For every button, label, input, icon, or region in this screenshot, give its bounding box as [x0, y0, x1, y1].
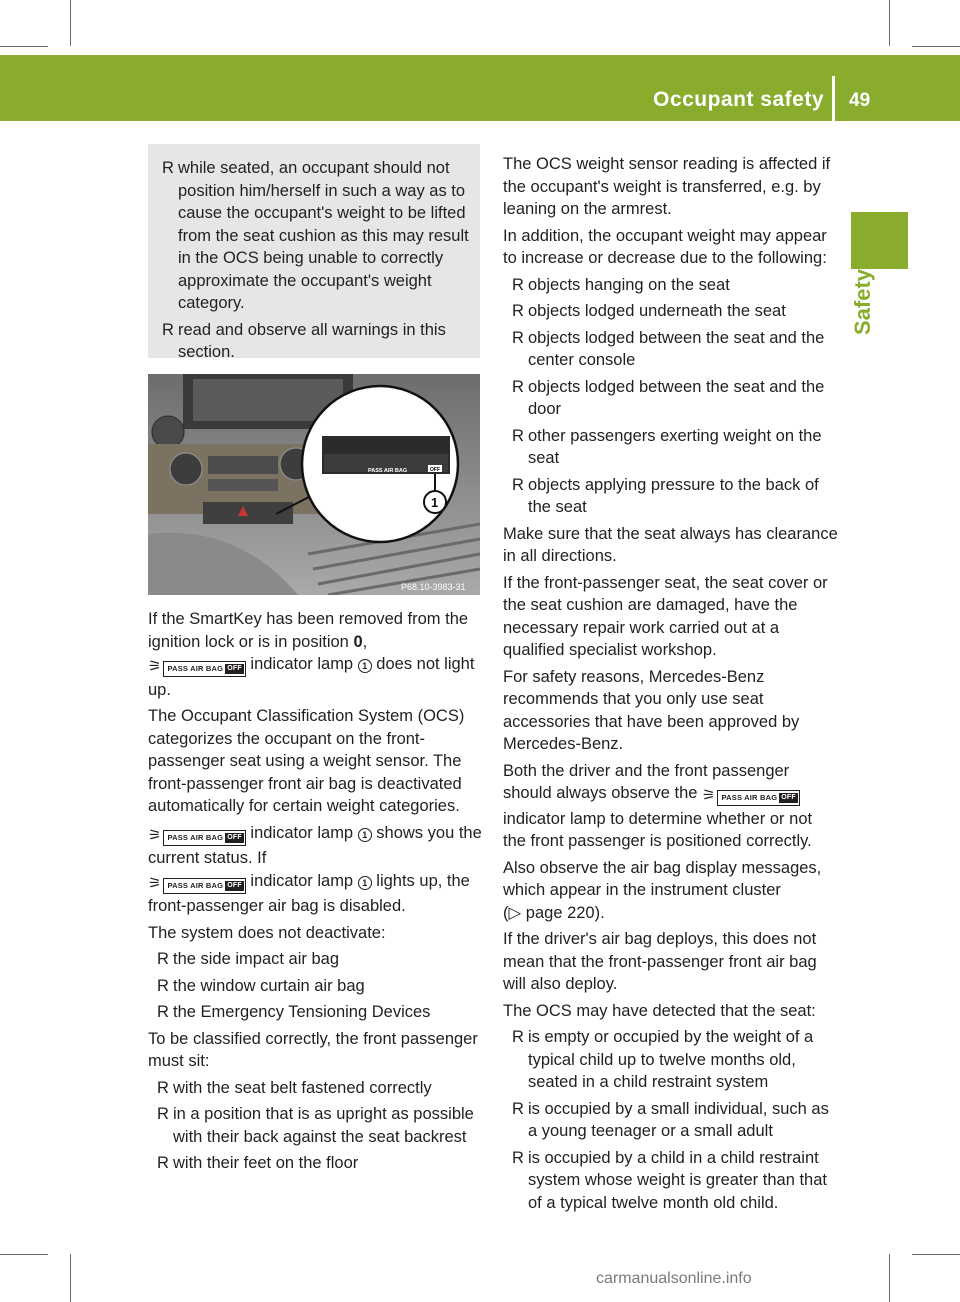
list-item: R is occupied by a small individual, such as a young teenager or a small adult — [512, 1099, 829, 1140]
svg-text:1: 1 — [431, 495, 439, 510]
page-reference[interactable]: page 220). — [521, 903, 605, 922]
paragraph: The OCS weight sensor reading is affected if the occupant's weight is transferred, e.g. by leaning on the armrest. — [503, 155, 831, 218]
paragraph: If the front-passenger seat, the seat cover or the seat cushion are damaged, have the necessary repair work carried out at a qualified specialist workshop. — [503, 573, 828, 659]
callout-1-icon: 1 — [358, 659, 372, 673]
child-seat-icon: ⚞ — [148, 826, 162, 844]
pass-air-bag-off-badge: PASS AIR BAG OFF — [163, 661, 245, 677]
list-item: R read and observe all warnings in this section. — [162, 320, 446, 361]
crop-mark — [70, 1254, 71, 1302]
list-item: R objects applying pressure to the back of the seat — [512, 475, 819, 516]
list-item: R the side impact air bag — [157, 950, 340, 968]
paragraph: To be classified correctly, the front passenger must sit: — [148, 1029, 478, 1070]
list-item: R the Emergency Tensioning Devices — [157, 1003, 431, 1021]
child-seat-icon: ⚞ — [148, 874, 162, 892]
header-divider — [832, 76, 835, 121]
pass-air-bag-off-badge: PASS AIR BAG OFF — [163, 830, 245, 846]
list-item: R is occupied by a child in a child restraint system whose weight is greater than that of a typical twelve month old child. — [512, 1148, 827, 1212]
paragraph: In addition, the occupant weight may appear to increase or decrease due to the following: — [503, 226, 827, 267]
list-item: R with their feet on the floor — [157, 1154, 359, 1172]
dashboard-figure — [148, 374, 480, 595]
crop-mark — [889, 0, 890, 46]
paragraph: For safety reasons, Mercedes-Benz recommends that you only use seat accessories that have been approved by Mercedes-Benz. — [503, 667, 800, 753]
list-item: R the window curtain air bag — [157, 976, 365, 995]
paragraph: The OCS may have detected that the seat: — [503, 1001, 816, 1020]
child-seat-icon: ⚞ — [148, 658, 162, 675]
page-title: Occupant safety — [653, 88, 824, 111]
paragraph: Make sure that the seat always has clearance in all directions. — [503, 524, 838, 565]
list-item: R objects hanging on the seat — [512, 275, 730, 294]
list-item: R with the seat belt fastened correctly — [157, 1078, 432, 1097]
callout-1-icon: 1 — [358, 828, 372, 842]
callout-1-icon: 1 — [358, 876, 372, 890]
paragraph: ⚞ PASS AIR BAG OFF indicator lamp 1 shows you the current status. If ⚞ PASS AIR BAG OFF indicator lamp 1 lights up, the front-passenger air bag is disabled. — [148, 823, 482, 915]
list-item: R other passengers exerting weight on the seat — [512, 426, 822, 467]
figure-code: P68.10-3983-31 — [401, 582, 466, 592]
right-column — [503, 153, 838, 1218]
svg-text:OFF: OFF — [430, 467, 440, 473]
crop-mark — [912, 1254, 960, 1255]
pass-air-bag-off-badge: PASS AIR BAG OFF — [163, 878, 245, 894]
page-reference-arrow-icon: ▷ — [508, 903, 522, 922]
svg-text:PASS AIR BAG: PASS AIR BAG — [368, 468, 408, 474]
paragraph: If the SmartKey has been removed from the ignition lock or is in position 0, ⚞ PASS AIR BAG OFF indicator lamp 1 does not light up. — [148, 610, 475, 699]
section-label: Safety — [850, 268, 875, 335]
paragraph: The Occupant Classification System (OCS) categorizes the occupant on the front-passenger seat using a weight sensor. The front-passenger front air bag is deactivated automatically for certain weight categories. — [148, 707, 465, 815]
crop-mark — [0, 1254, 48, 1255]
paragraph: Also observe the air bag display messages, which appear in the instrument cluster (▷ page 220). — [503, 858, 822, 922]
crop-mark — [889, 1254, 890, 1302]
watermark: carmanualsonline.info — [596, 1270, 752, 1287]
child-seat-icon: ⚞ — [702, 787, 716, 804]
crop-mark — [70, 0, 71, 46]
paragraph: If the driver's air bag deploys, this does not mean that the front-passenger front air bag will also deploy. — [503, 930, 817, 993]
list-item: R objects lodged between the seat and the door — [512, 377, 825, 418]
left-column — [148, 608, 483, 1179]
list-item: R while seated, an occupant should not position him/herself in such a way as to cause the occupant's weight to be lifted from the seat cushion as this may result in the OCS being unable to correctly approximate the occupant's weight category. — [162, 159, 469, 312]
page-number: 49 — [849, 90, 871, 111]
list-item: R objects lodged underneath the seat — [512, 302, 786, 320]
crop-mark — [912, 46, 960, 47]
list-item: R objects lodged between the seat and the center console — [512, 328, 825, 369]
paragraph: The system does not deactivate: — [148, 923, 386, 942]
list-item: R in a position that is as upright as possible with their back against the seat backrest — [157, 1105, 474, 1146]
paragraph: Both the driver and the front passenger should always observe the ⚞ PASS AIR BAG OFF indicator lamp to determine whether or not the front passenger is positioned correctly. — [503, 761, 813, 850]
crop-mark — [0, 46, 48, 47]
side-tab — [851, 212, 908, 269]
note-box-content — [153, 157, 475, 368]
pass-air-bag-off-badge: PASS AIR BAG OFF — [717, 790, 799, 806]
list-item: R is empty or occupied by the weight of a typical child up to twelve months old, seated in a child restraint system — [512, 1028, 814, 1091]
